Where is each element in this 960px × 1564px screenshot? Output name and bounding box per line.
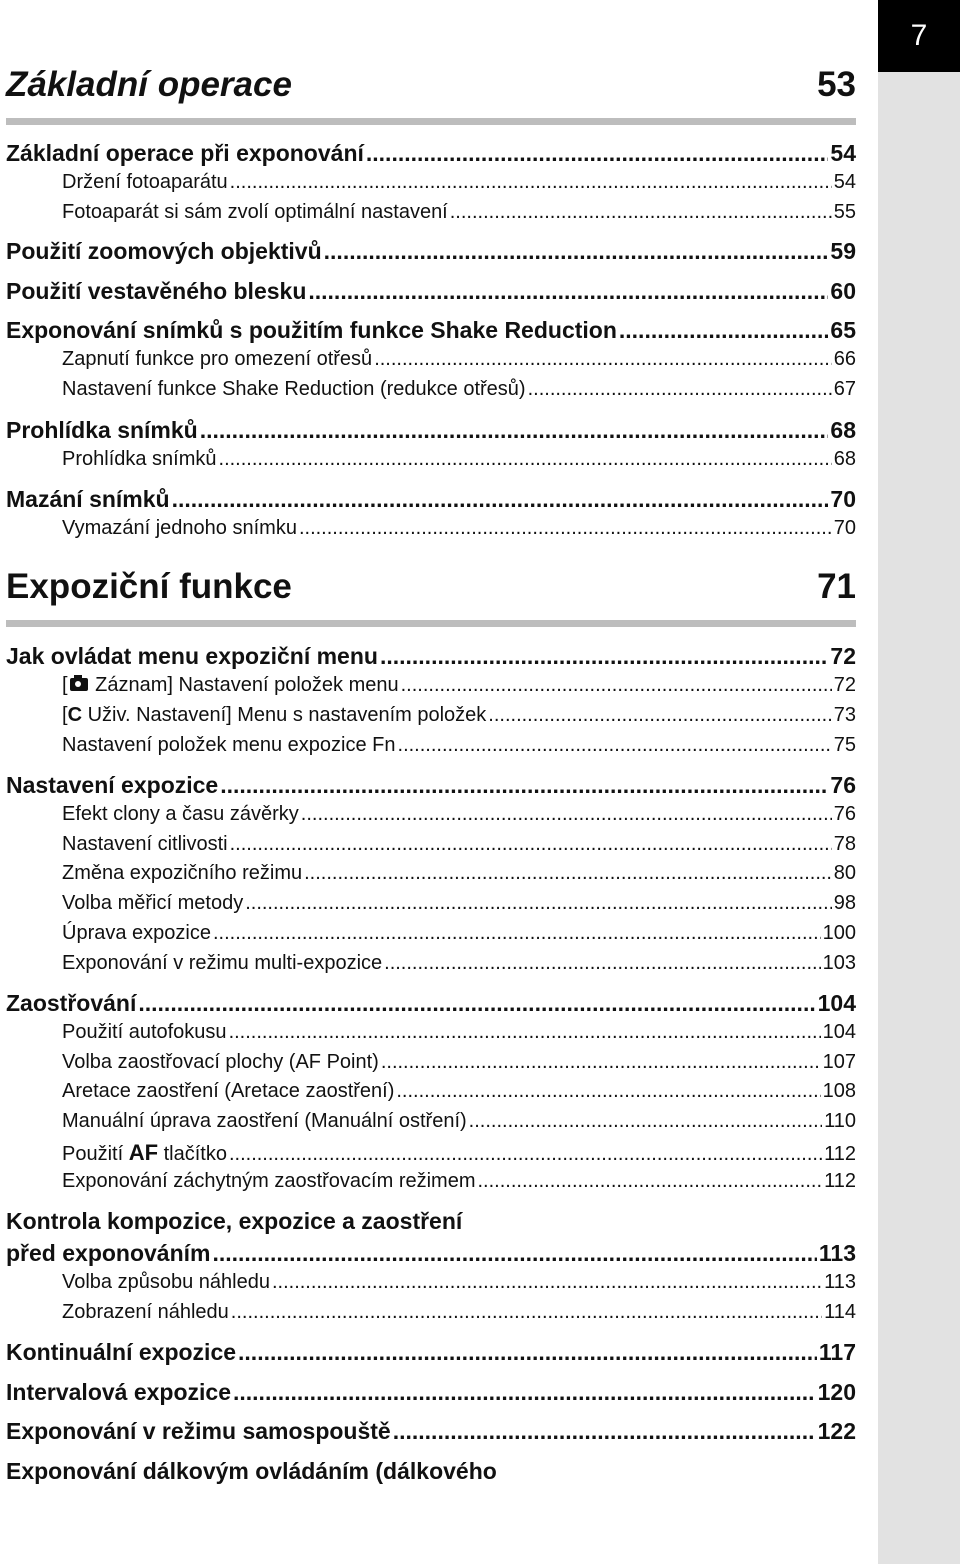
toc-entry-page: 100: [822, 922, 856, 944]
toc-entry-page: 108: [822, 1080, 856, 1102]
toc-entry-page: 70: [830, 486, 856, 512]
toc-entry-page: 98: [833, 892, 856, 914]
toc-entry-page: 72: [830, 643, 856, 669]
toc-entry-page: 114: [824, 1301, 856, 1323]
toc-entry-title: Nastavení funkce Shake Reduction (redukce otřesů): [62, 378, 526, 400]
toc-entry-title: Použití autofokusu: [62, 1021, 227, 1043]
leader-dots: [478, 1170, 823, 1193]
toc-entry-title: Prohlídka snímků: [62, 448, 217, 470]
toc-entry-page: 122: [817, 1418, 856, 1444]
toc-subentry[interactable]: [62, 704, 856, 734]
toc-entry-title: Efekt clony a času závěrky: [62, 803, 299, 825]
toc-subentry[interactable]: [62, 1301, 856, 1331]
leader-dots: [220, 772, 828, 799]
leader-dots: [450, 201, 832, 224]
toc-subentry[interactable]: [62, 378, 856, 408]
toc-subentry[interactable]: [62, 171, 856, 201]
leader-dots: [299, 517, 832, 540]
af-button-label: AF: [128, 1140, 159, 1165]
toc-entry-page: 117: [818, 1339, 856, 1365]
toc-entry[interactable]: [6, 238, 856, 268]
toc-subentry[interactable]: [62, 448, 856, 478]
custom-c-icon: C: [67, 704, 83, 726]
toc-entry-title: Volba měřicí metody: [62, 892, 244, 914]
leader-dots: [304, 862, 832, 885]
toc-entry-page: 80: [833, 862, 856, 884]
toc-subentry[interactable]: [62, 952, 856, 982]
toc-entry[interactable]: [6, 990, 856, 1020]
toc-subentry[interactable]: [62, 862, 856, 892]
toc-entry-title: Exponování snímků s použitím funkce Shake Reduction: [6, 317, 617, 343]
toc-subentry[interactable]: [62, 201, 856, 231]
toc-subentry[interactable]: [62, 1110, 856, 1140]
toc-entry[interactable]: [6, 140, 856, 170]
toc-entry-title: Nastavení položek menu expozice Fn: [62, 734, 396, 756]
toc-entry-page: 120: [817, 1379, 856, 1405]
toc-entry-page: 104: [822, 1021, 856, 1043]
toc-entry-page: 67: [833, 378, 856, 400]
toc-subentry[interactable]: [62, 517, 856, 547]
leader-dots: [469, 1110, 822, 1133]
toc-entry-page: 76: [830, 772, 856, 798]
toc-subentry[interactable]: [62, 734, 856, 764]
leader-dots: [398, 734, 832, 757]
chapter-title: Expoziční funkce: [6, 567, 292, 606]
toc-entry-page: 112: [824, 1143, 856, 1165]
toc-entry-page: 55: [833, 201, 856, 223]
toc-entry-title-line1[interactable]: Kontrola kompozice, expozice a zaostření: [6, 1208, 463, 1234]
leader-dots: [619, 317, 829, 344]
toc-subentry[interactable]: [62, 1080, 856, 1110]
toc-entry-page: 112: [824, 1170, 856, 1192]
leader-dots: [233, 1379, 816, 1406]
toc-subentry[interactable]: [62, 1021, 856, 1051]
toc-subentry[interactable]: [62, 833, 856, 863]
toc-entry-title: Mazání snímků: [6, 486, 170, 512]
toc-entry-title: Exponování v režimu multi-expozice: [62, 952, 383, 974]
toc-entry-title: Změna expozičního režimu: [62, 862, 303, 884]
leader-dots: [393, 1418, 816, 1445]
toc-subentry[interactable]: [62, 803, 856, 833]
toc-entry-title: Základní operace při exponování: [6, 140, 364, 166]
bracket: [: [62, 674, 68, 696]
leader-dots: [229, 1021, 821, 1044]
leader-dots: [401, 674, 832, 697]
toc-subentry[interactable]: [62, 1051, 856, 1081]
toc-subentry[interactable]: [62, 348, 856, 378]
chapter-divider: [6, 620, 856, 627]
toc-entry[interactable]: [6, 317, 856, 347]
page-number: 7: [910, 19, 928, 52]
chapter-title: Základní operace: [6, 65, 292, 104]
leader-dots: [324, 238, 829, 265]
toc-entry-page: 104: [817, 990, 856, 1016]
toc-entry-title: Jak ovládat menu expoziční menu: [6, 643, 378, 669]
toc-entry-page: 103: [822, 952, 856, 974]
toc-entry-title: Použití vestavěného blesku: [6, 278, 307, 304]
toc-entry-page: 60: [830, 278, 856, 304]
toc-entry-page: 72: [833, 674, 856, 696]
bracket: [: [62, 704, 68, 726]
toc-entry-page: 59: [830, 238, 856, 264]
toc-entry[interactable]: [6, 772, 856, 802]
leader-dots: [384, 952, 820, 975]
leader-dots: [231, 1301, 822, 1324]
toc-entry-title: Kontinuální expozice: [6, 1339, 237, 1365]
toc-entry[interactable]: [6, 486, 856, 516]
toc-entry-page: 76: [833, 803, 856, 825]
leader-dots: [396, 1080, 820, 1103]
toc-entry-page: 70: [833, 517, 856, 539]
toc-subentry[interactable]: [62, 674, 856, 704]
toc-entry-title: Volba způsobu náhledu: [62, 1271, 270, 1293]
chapter-heading: [6, 60, 856, 110]
toc-entry-title: Prohlídka snímků: [6, 417, 198, 443]
toc-entry-title: Volba zaostřovací plochy (AF Point): [62, 1051, 379, 1073]
toc-entry-title: Exponování záchytným zaostřovacím režimem: [62, 1170, 476, 1192]
page-number-tab: [878, 0, 960, 72]
toc-entry[interactable]: [6, 1418, 856, 1448]
toc-entry-title: Úprava expozice: [62, 922, 211, 944]
toc-entry-page: 113: [824, 1271, 856, 1293]
toc-entry[interactable]: [6, 643, 856, 673]
leader-dots: [230, 171, 832, 194]
toc-entry-title: Použití zoomových objektivů: [6, 238, 322, 264]
toc-entry-page: 54: [830, 140, 856, 166]
toc-entry-title: Držení fotoaparátu: [62, 171, 228, 193]
leader-dots: [230, 833, 832, 856]
toc-entry-title: Aretace zaostření (Aretace zaostření): [62, 1080, 395, 1102]
toc-subentry[interactable]: [62, 1140, 856, 1170]
toc-entry-page: 54: [833, 171, 856, 193]
toc-entry-page: 66: [833, 348, 856, 370]
toc-entry-page: 78: [833, 833, 856, 855]
leader-dots: [172, 486, 829, 513]
toc-entry[interactable]: [6, 417, 856, 447]
toc-entry-page: 73: [833, 704, 856, 726]
toc-entry-title: Vymazání jednoho snímku: [62, 517, 297, 539]
toc-entry-title: Zaostřování: [6, 990, 137, 1016]
leader-dots: [380, 643, 828, 670]
side-strip: [878, 0, 960, 1564]
leader-dots: [219, 448, 832, 471]
toc-entry-title: Nastavení expozice: [6, 772, 219, 798]
leader-dots: [488, 704, 831, 727]
toc-entry-title: Záznam] Nastavení položek menu: [95, 674, 399, 696]
toc-subentry[interactable]: [62, 1170, 856, 1200]
toc-entry-page: 113: [818, 1240, 856, 1266]
toc-entry-title: Exponování v režimu samospouště: [6, 1418, 391, 1444]
toc-entry-page: 75: [833, 734, 856, 756]
toc-subentry[interactable]: [62, 922, 856, 952]
toc-entry-page: 107: [822, 1051, 856, 1073]
toc-entry[interactable]: [6, 1339, 856, 1369]
leader-dots: [238, 1339, 817, 1366]
leader-dots: [212, 1240, 816, 1267]
toc-entry[interactable]: [6, 278, 856, 308]
toc-entry-title: Fotoaparát si sám zvolí optimální nastavení: [62, 201, 448, 223]
leader-dots: [245, 892, 832, 915]
leader-dots: [528, 378, 832, 401]
toc-entry[interactable]: [6, 1240, 856, 1270]
toc-entry-title: Použití: [62, 1143, 124, 1165]
leader-dots: [374, 348, 832, 371]
toc-entry-page: 110: [824, 1110, 856, 1132]
toc-entry-page: 68: [830, 417, 856, 443]
leader-dots: [381, 1051, 821, 1074]
toc-entry-title: Zobrazení náhledu: [62, 1301, 229, 1323]
chapter-page: 71: [817, 567, 856, 606]
toc-entry-title: Zapnutí funkce pro omezení otřesů: [62, 348, 373, 370]
toc-entry[interactable]: [6, 1379, 856, 1409]
toc-subentry[interactable]: [62, 892, 856, 922]
toc-entry-title: Nastavení citlivosti: [62, 833, 228, 855]
leader-dots: [138, 990, 815, 1017]
toc-entry-title: Manuální úprava zaostření (Manuální ostření): [62, 1110, 467, 1132]
leader-dots: [366, 140, 829, 167]
camera-icon: [70, 678, 88, 691]
toc-entry-title: před exponováním: [6, 1240, 211, 1266]
toc-entry-title: Uživ. Nastavení] Menu s nastavením položek: [87, 704, 487, 726]
leader-dots: [301, 803, 832, 826]
toc-entry-title: tlačítko: [163, 1143, 227, 1165]
chapter-heading: [6, 562, 856, 612]
chapter-divider: [6, 118, 856, 125]
chapter-page: 53: [817, 65, 856, 104]
leader-dots: [229, 1143, 822, 1166]
toc-entry-page: 68: [833, 448, 856, 470]
leader-dots: [213, 922, 821, 945]
toc-subentry[interactable]: [62, 1271, 856, 1301]
leader-dots: [200, 417, 829, 444]
toc-entry-page: 65: [830, 317, 856, 343]
toc-entry-title: Intervalová expozice: [6, 1379, 231, 1405]
leader-dots: [272, 1271, 822, 1294]
toc-entry-title-line1[interactable]: Exponování dálkovým ovládáním (dálkového: [6, 1458, 497, 1484]
leader-dots: [308, 278, 828, 305]
